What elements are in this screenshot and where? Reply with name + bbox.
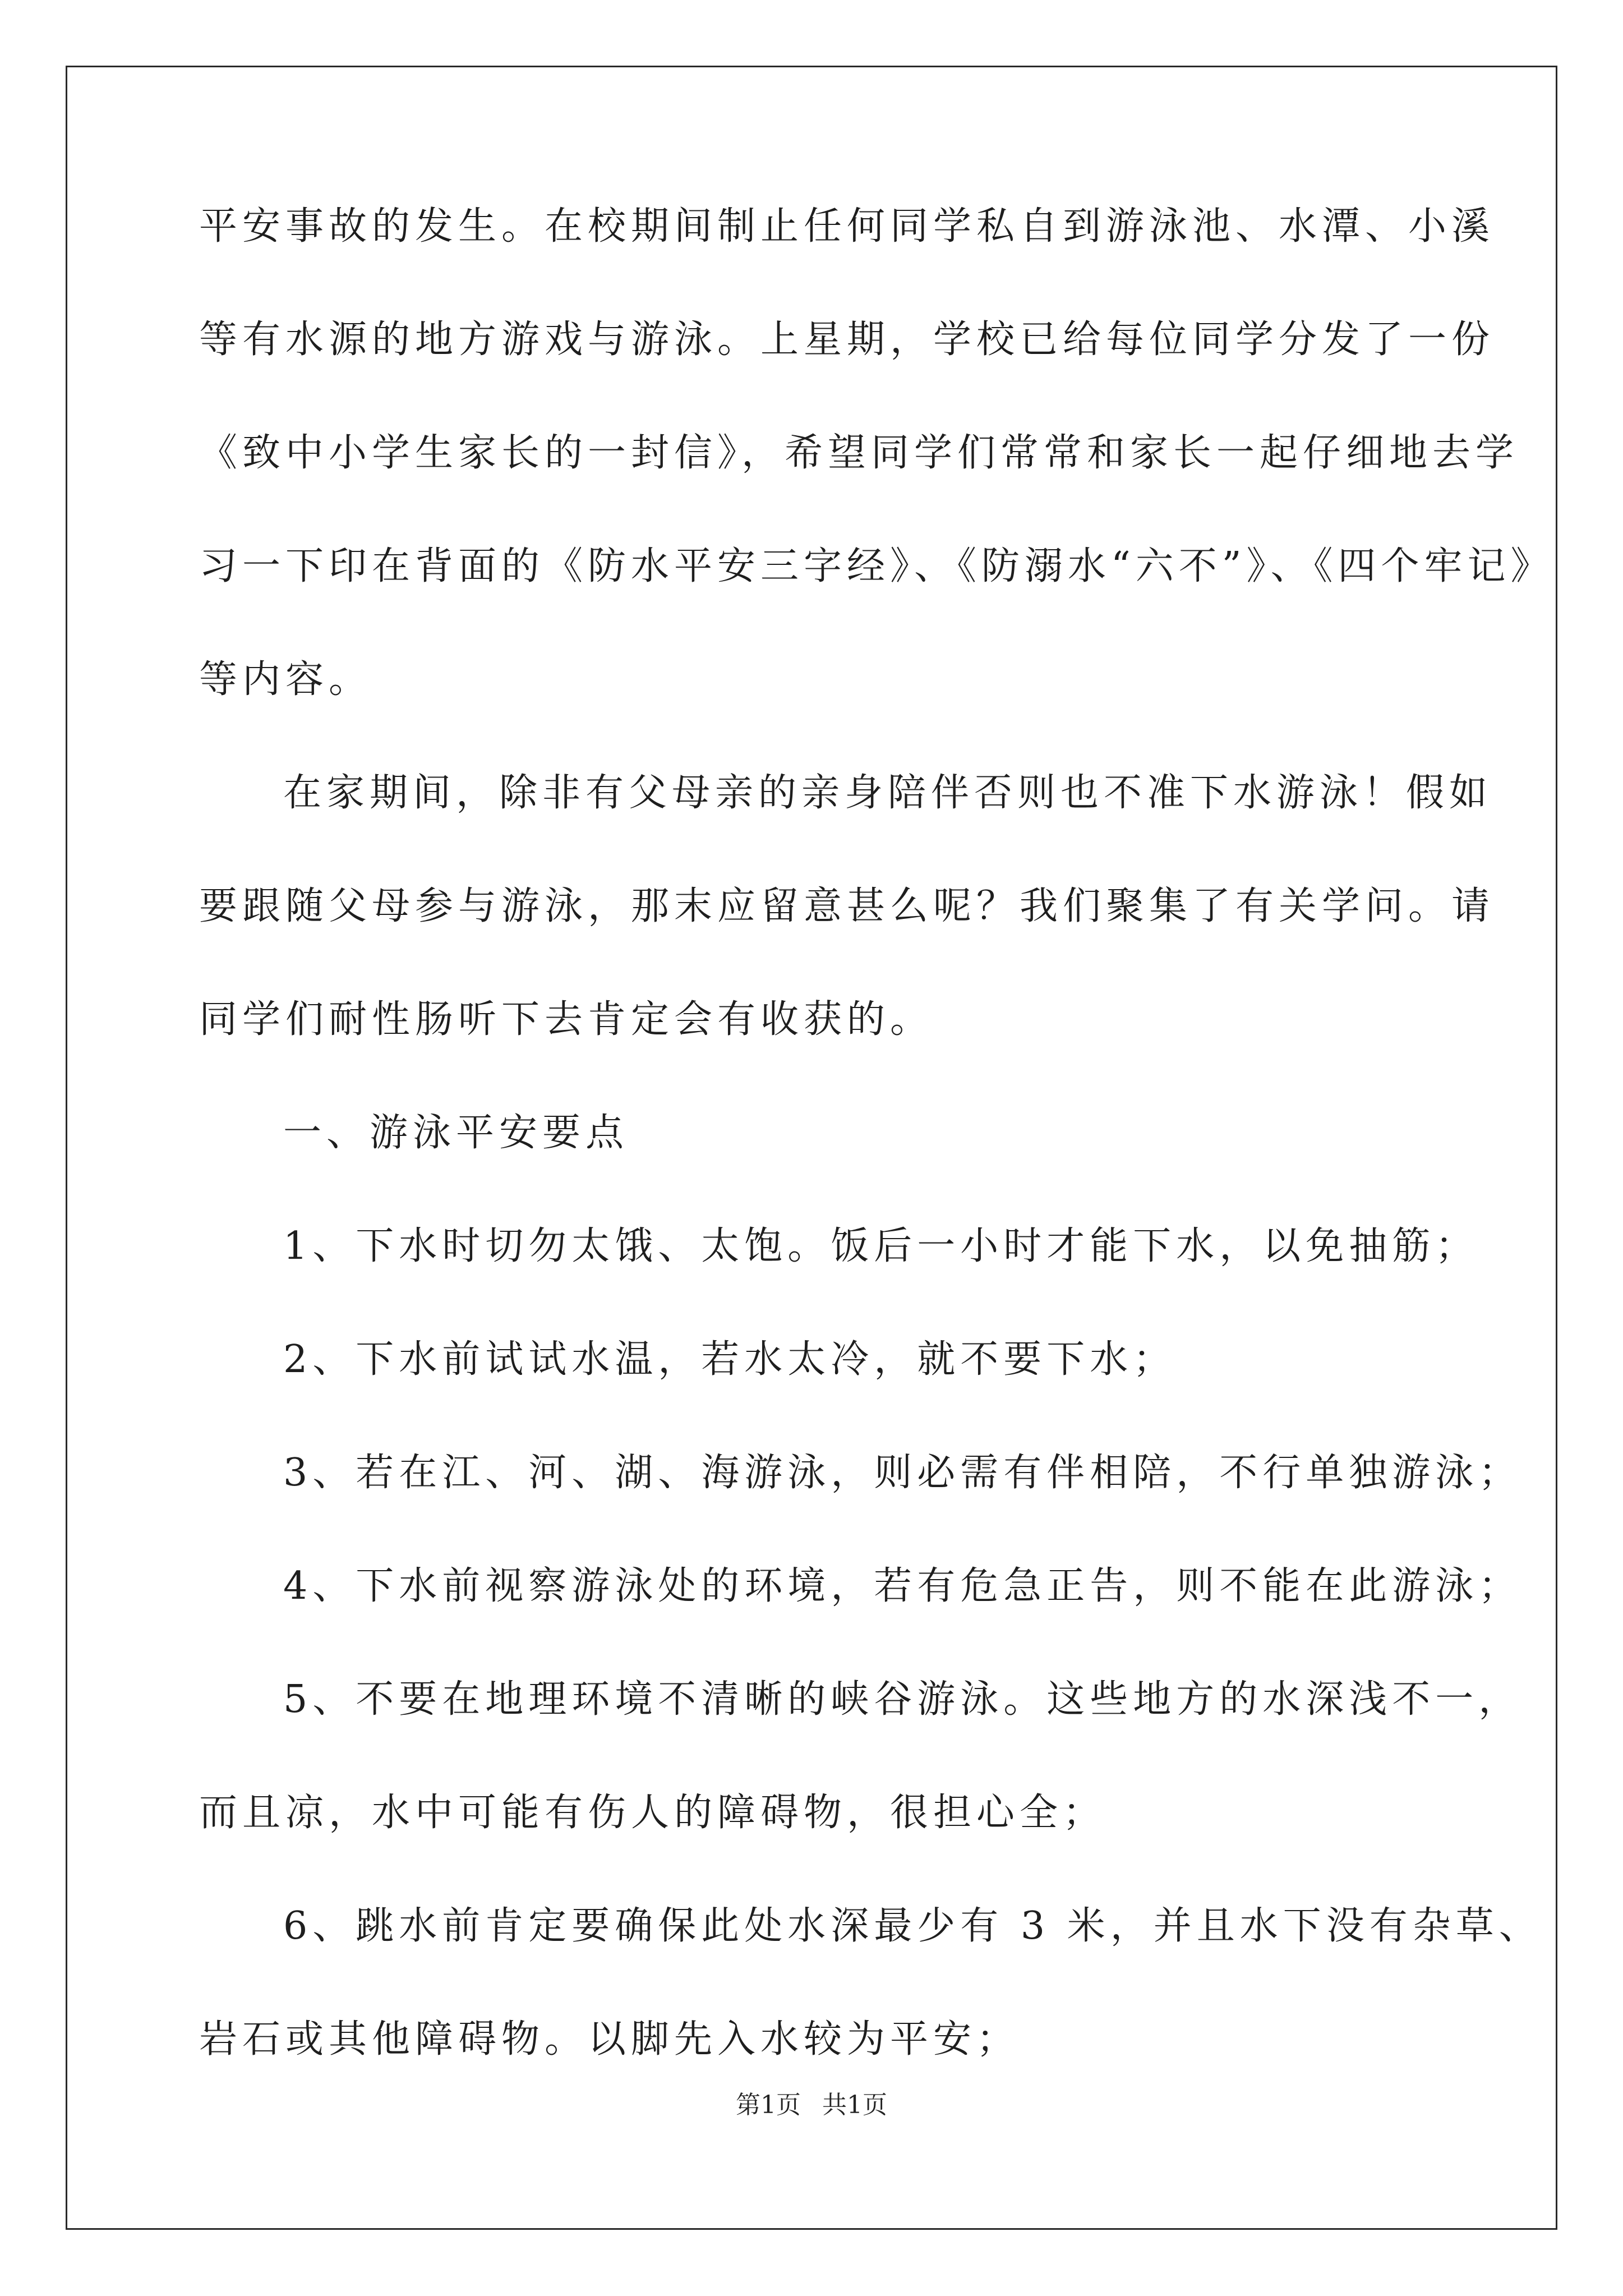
list-item: 5、不要在地理环境不清晰的峡谷游泳。这些地方的水深浅不一， [283, 1677, 1522, 1722]
text-line: 等有水源的地方游戏与游泳。上星期，学校已给每位同学分发了一份 [199, 318, 1495, 362]
text-line: 岩石或其他障碍物。以脚先入水较为平安； [199, 2017, 1020, 2062]
paragraph-start-line: 在家期间，除非有父母亲的亲身陪伴否则也不准下水游泳！假如 [283, 771, 1493, 815]
text-line: 等内容。 [199, 657, 372, 702]
text-line: 习一下印在背面的《防水平安三字经》、《防溺水“六不”》、《四个牢记》 [199, 544, 1554, 588]
list-item: 3、若在江、河、湖、海游泳，则必需有伴相陪，不行单独游泳； [283, 1451, 1522, 1495]
text-line: 《致中小学生家长的一封信》，希望同学们常常和家长一起仔细地去学 [199, 431, 1519, 475]
section-heading: 一、游泳平安要点 [283, 1111, 629, 1155]
list-item: 2、下水前试试水温，若水太冷，就不要下水； [283, 1337, 1177, 1382]
text-line: 要跟随父母参与游泳，那末应留意甚么呢？我们聚集了有关学问。请 [199, 884, 1495, 928]
page-number-current: 第1页 [736, 2091, 801, 2119]
list-item: 4、下水前视察游泳处的环境，若有危急正告，则不能在此游泳； [283, 1564, 1522, 1608]
text-line: 平安事故的发生。在校期间制止任何同学私自到游泳池、水潭、小溪 [199, 204, 1495, 249]
text-line: 而且凉，水中可能有伤人的障碍物，很担心全； [199, 1791, 1106, 1835]
document-body [199, 204, 1554, 2134]
list-item: 1、下水时切勿太饿、太饱。饭后一小时才能下水，以免抽筋； [283, 1224, 1479, 1268]
page-footer [0, 2091, 1623, 2119]
text-line: 同学们耐性肠听下去肯定会有收获的。 [199, 997, 934, 1042]
page-number-total: 共1页 [822, 2091, 887, 2119]
list-item: 6、跳水前肯定要确保此处水深最少有 3 米，并且水下没有杂草、 [283, 1904, 1542, 1948]
